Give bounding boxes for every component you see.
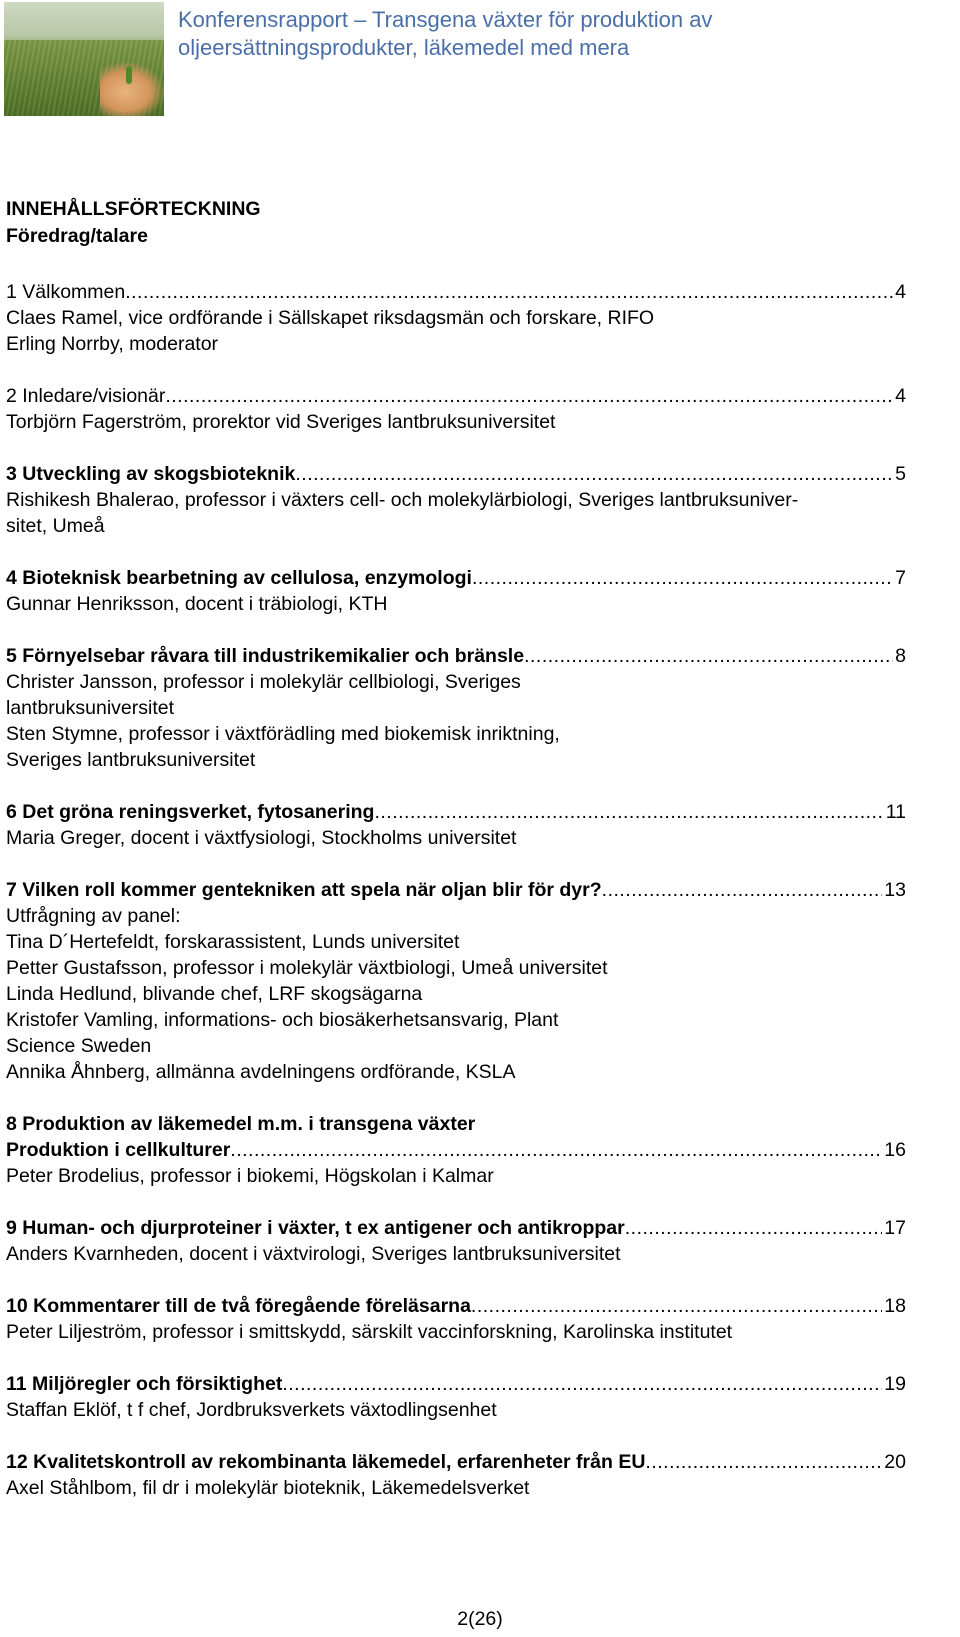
toc-entry-page: 17 [884,1217,906,1239]
dot-leader [374,799,883,825]
dot-leader [472,565,893,591]
dot-leader [230,1137,882,1163]
toc-entry [6,1371,906,1423]
toc-entry-title: 3 Utveckling av skogsbioteknik [6,463,296,485]
toc-entry-title: Produktion i cellkulturer [6,1139,231,1161]
toc-entry-row[interactable] [6,877,906,903]
toc-entry-title: 6 Det gröna reningsverket, fytosanering [6,801,375,823]
toc-entry-speaker: Christer Jansson, professor i molekylär cellbiologi, Sveriges [6,671,521,693]
toc-entry-page: 11 [885,801,906,823]
toc-entry [6,643,906,773]
toc-entry [6,383,906,435]
toc-entry-row[interactable] [6,461,906,487]
toc-entry-speaker: Rishikesh Bhalerao, professor i växters cell- och molekylärbiologi, Sveriges lantbruksuniver- [6,489,799,511]
toc-entry-speaker: Axel Ståhlbom, fil dr i molekylär bioteknik, Läkemedelsverket [6,1477,530,1499]
title-line-1: Konferensrapport – Transgena växter för produktion av [178,7,713,32]
toc-entry-row[interactable] [6,799,906,825]
toc-entry-page: 5 [895,463,906,485]
hand-image [100,62,164,116]
toc-entry-row[interactable] [6,1215,906,1241]
toc-entry-title: 7 Vilken roll kommer gentekniken att spela när oljan blir för dyr? [6,879,602,901]
header-photo [4,2,164,116]
toc-entry-page: 19 [884,1373,906,1395]
toc-entry-speaker: Sten Stymne, professor i växtförädling med biokemisk inriktning, [6,723,560,745]
toc-entry-row[interactable] [6,1449,906,1475]
toc-entry-row[interactable] [6,383,906,409]
dot-leader [295,461,893,487]
toc-entry-page: 16 [884,1139,906,1161]
toc-entry [6,1111,906,1189]
toc-entry-speaker: Tina D´Hertefeldt, forskarassistent, Lunds universitet [6,931,460,953]
toc-entry-speaker: Sveriges lantbruksuniversitet [6,749,256,771]
seedling-image [126,66,132,84]
dot-leader [524,643,893,669]
toc-entry-page: 4 [895,385,906,407]
toc-entry [6,877,906,1085]
dot-leader [282,1371,882,1397]
toc-entry-speaker: Anders Kvarnheden, docent i växtvirologi, Sveriges lantbruksuniversitet [6,1243,621,1265]
dot-leader [645,1449,882,1475]
toc-entry-speaker: Utfrågning av panel: [6,905,181,927]
dot-leader [165,383,893,409]
toc-heading: INNEHÅLLSFÖRTECKNING [6,198,261,220]
dot-leader [471,1293,882,1319]
toc-entry [6,799,906,851]
toc-entry-speaker: lantbruksuniversitet [6,697,174,719]
toc-entry-speaker: Linda Hedlund, blivande chef, LRF skogsägarna [6,983,423,1005]
toc-entry [6,1449,906,1501]
toc-entry-speaker: Petter Gustafsson, professor i molekylär växtbiologi, Umeå universitet [6,957,608,979]
toc-entry-speaker: Science Sweden [6,1035,152,1057]
dot-leader [125,279,893,305]
toc-entry-title: 11 Miljöregler och försiktighet [6,1373,283,1395]
toc-entry-speaker: Kristofer Vamling, informations- och biosäkerhetsansvarig, Plant [6,1009,559,1031]
toc-entry-title: 2 Inledare/visionär [6,385,166,407]
toc-entry-title: 5 Förnyelsebar råvara till industrikemikalier och bränsle [6,645,525,667]
toc-entry-row[interactable] [6,643,906,669]
toc-entry-page: 20 [884,1451,906,1473]
toc-entry-speaker: Peter Brodelius, professor i biokemi, Högskolan i Kalmar [6,1165,494,1187]
toc-entry-title: 1 Välkommen [6,281,126,303]
toc-entry-title: 4 Bioteknisk bearbetning av cellulosa, enzymologi [6,567,472,589]
dot-leader [625,1215,883,1241]
dot-leader [602,877,883,903]
toc-entry [6,565,906,617]
toc-entry-page: 7 [895,567,906,589]
page-number: 2(26) [457,1608,503,1630]
toc-entry-title: 12 Kvalitetskontroll av rekombinanta läkemedel, erfarenheter från EU [6,1451,646,1473]
toc-entry-speaker: Staffan Eklöf, t f chef, Jordbruksverkets växtodlingsenhet [6,1399,497,1421]
toc-entry-page: 8 [895,645,906,667]
toc-entry-title: 9 Human- och djurproteiner i växter, t ex antigener och antikroppar [6,1217,625,1239]
toc-list [6,279,906,1527]
toc-entry [6,461,906,539]
toc-entry-speaker: Torbjörn Fagerström, prorektor vid Sveriges lantbruksuniversitet [6,411,556,433]
toc-entry-speaker: Peter Liljeström, professor i smittskydd, särskilt vaccinforskning, Karolinska institutet [6,1321,733,1343]
toc-entry-speaker: Claes Ramel, vice ordförande i Sällskapet riksdagsmän och forskare, RIFO [6,307,655,329]
toc-entry-page: 18 [884,1295,906,1317]
toc-entry-row[interactable] [6,1371,906,1397]
toc-entry-title-line: 8 Produktion av läkemedel m.m. i transgena växter [6,1113,476,1135]
toc-entry-page: 4 [895,281,906,303]
toc-entry-title: 10 Kommentarer till de två föregående föreläsarna [6,1295,471,1317]
toc-entry-speaker: sitet, Umeå [6,515,105,537]
toc-entry-speaker: Maria Greger, docent i växtfysiologi, Stockholms universitet [6,827,517,849]
title-line-2: oljeersättningsprodukter, läkemedel med mera [178,35,630,60]
toc-entry [6,1215,906,1267]
toc-subheading: Föredrag/talare [6,225,148,247]
document-title [178,6,878,62]
toc-heading-block [6,196,261,250]
toc-entry-row[interactable] [6,279,906,305]
toc-entry-row[interactable] [6,1137,906,1163]
toc-entry-page: 13 [884,879,906,901]
toc-entry-speaker: Gunnar Henriksson, docent i träbiologi, KTH [6,593,388,615]
toc-entry [6,279,906,357]
toc-entry [6,1293,906,1345]
toc-entry-speaker: Erling Norrby, moderator [6,333,219,355]
toc-entry-speaker: Annika Åhnberg, allmänna avdelningens ordförande, KSLA [6,1061,516,1083]
toc-entry-row[interactable] [6,565,906,591]
toc-entry-row[interactable] [6,1293,906,1319]
